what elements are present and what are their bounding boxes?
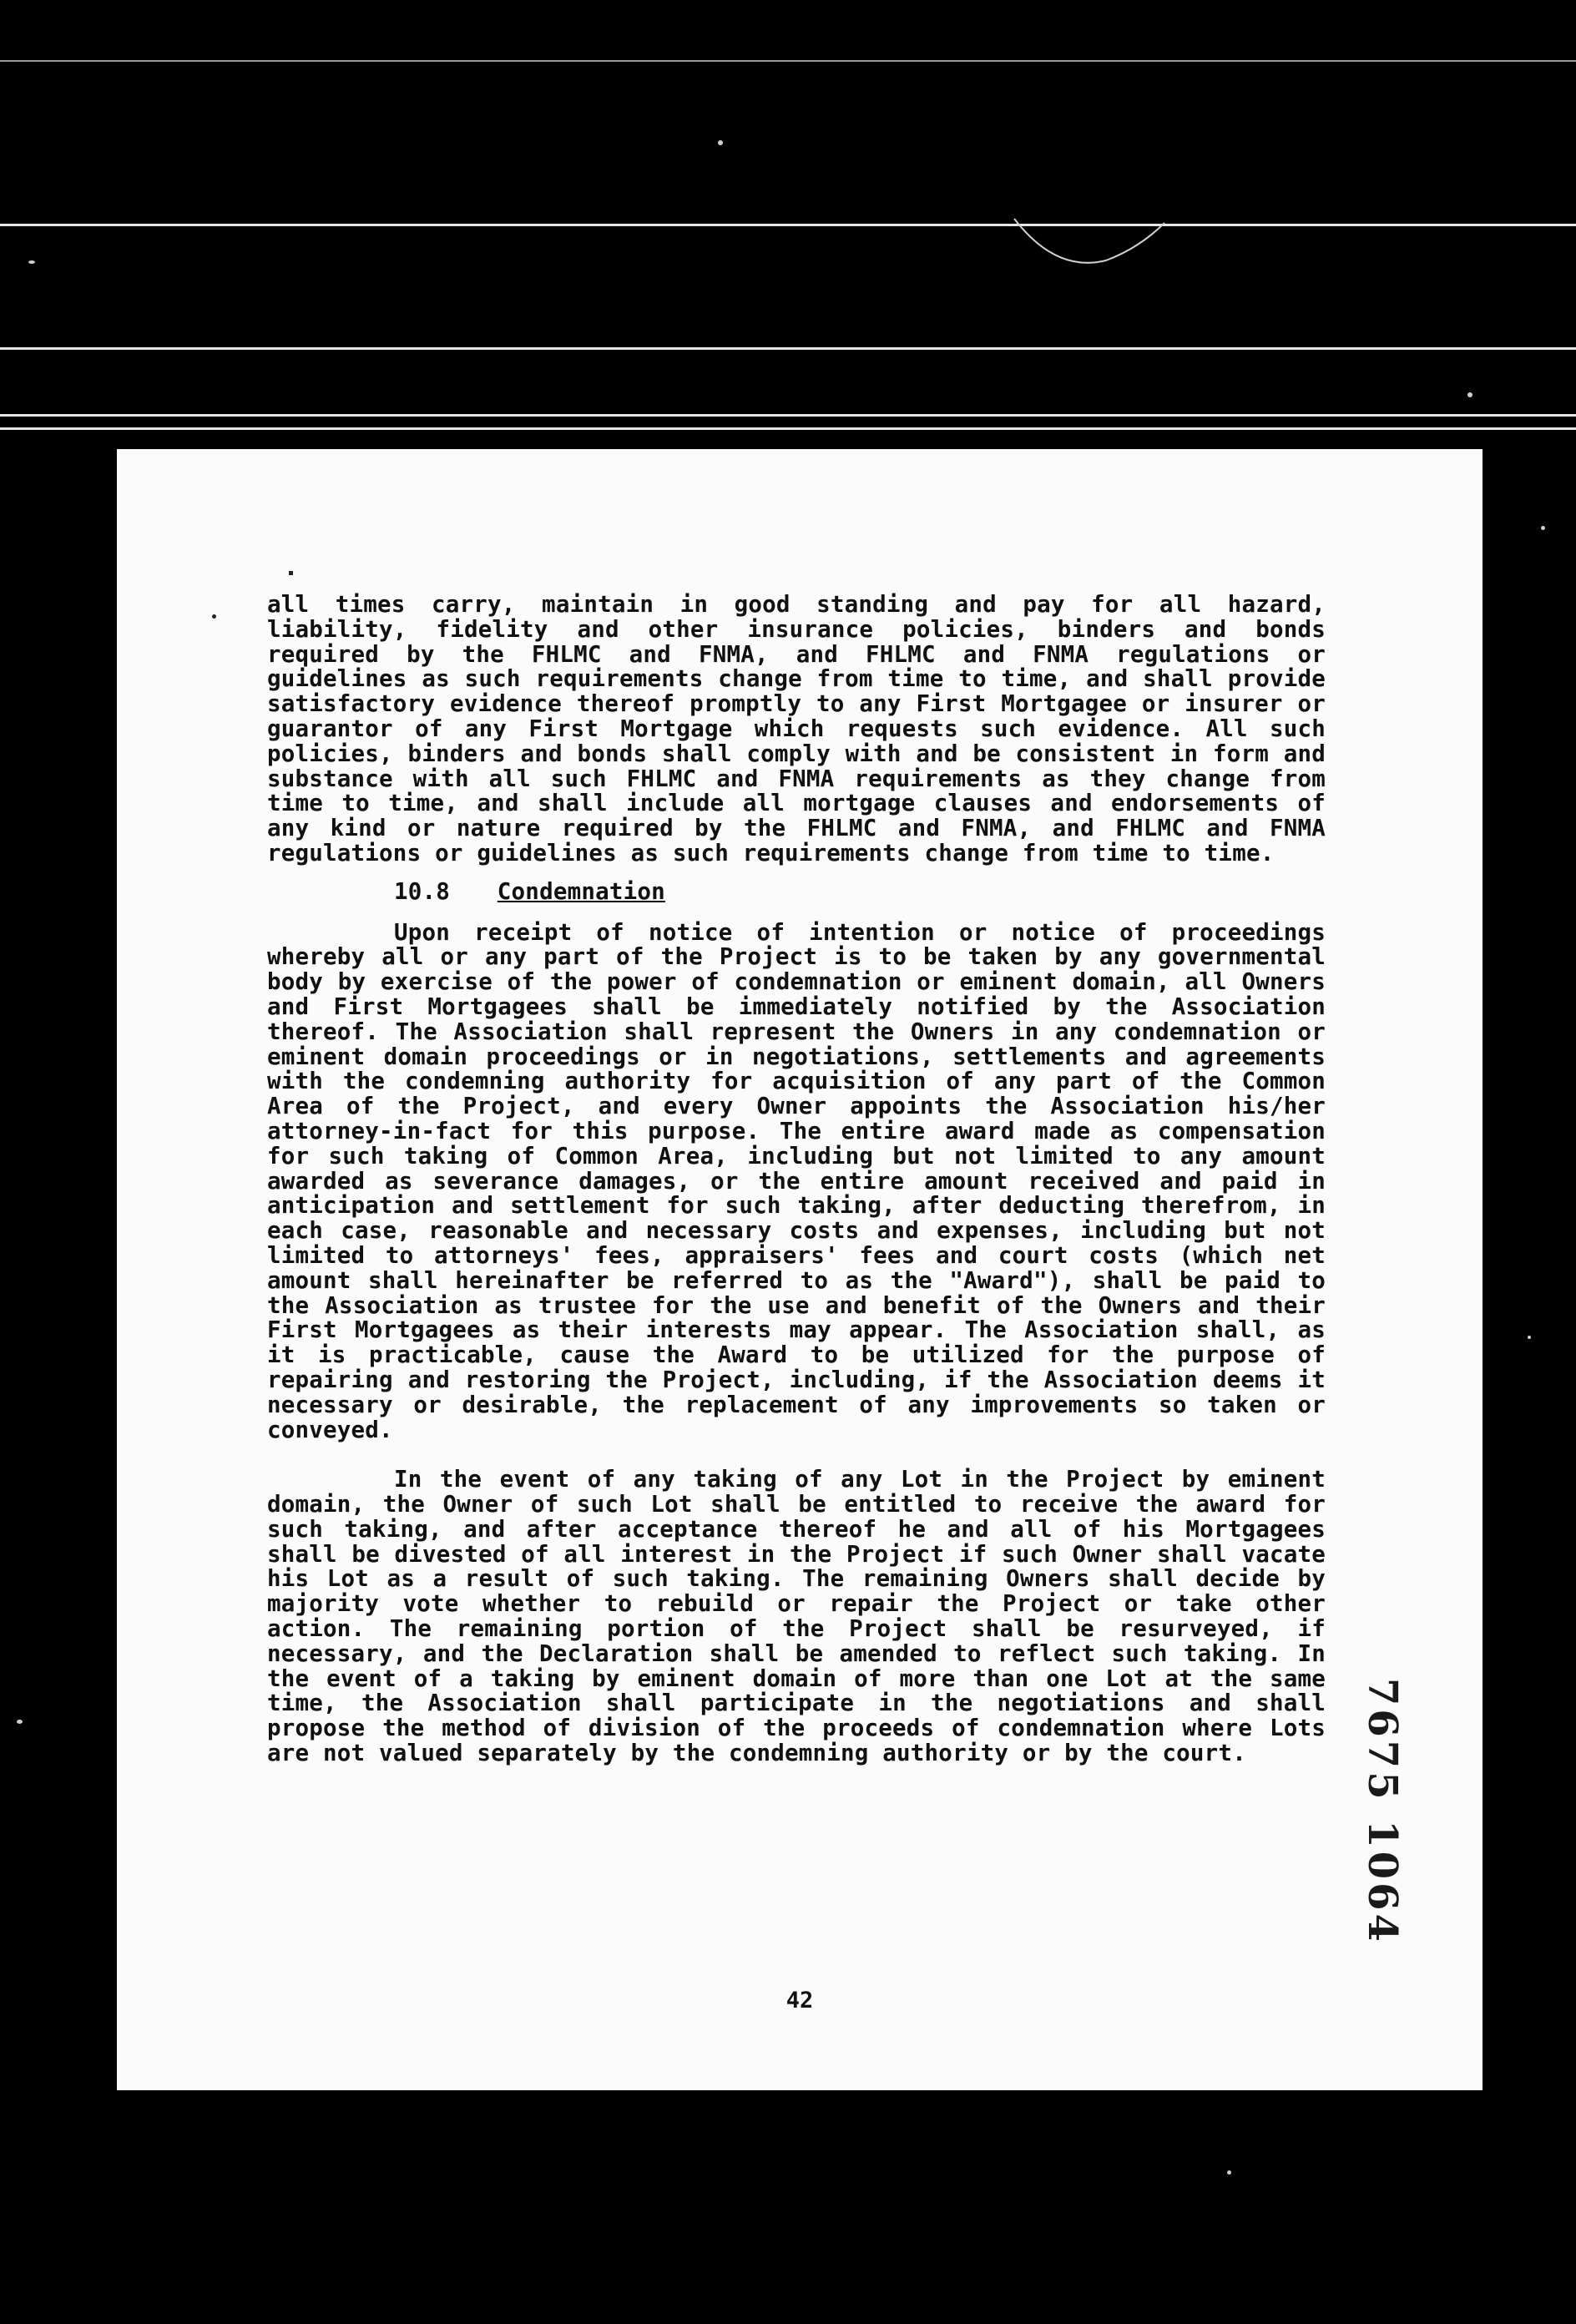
scan-rule-middle (0, 347, 1576, 350)
scan-rule-lower (0, 414, 1576, 417)
section-title: Condemnation (497, 877, 665, 905)
scan-rule-upper (0, 224, 1576, 226)
stray-mark (289, 571, 293, 575)
scan-speck (718, 140, 723, 145)
scan-speck (1541, 526, 1545, 530)
scan-rule-top (0, 60, 1576, 62)
page-body (267, 593, 1326, 1766)
scan-curve-artifact (1006, 210, 1173, 277)
document-page (117, 449, 1483, 2090)
paragraph-condemnation: Upon receipt of notice of intention or notice of proceedings whereby all or any part of the Project is to be taken by any governmental body by exercise of the power of condemnation or eminent domain, all Owners and First Mortgagees shall be immediately notified by the Association thereof. The Association shall represent the Owners in any condemnation or eminent domain proceedings or in negotiations, settlements and agreements with the condemning authority for acquisition of any part of the Common Area of the Project, and every Owner appoints the Association his/her attorney-in-fact for this purpose. The entire award made as compensation for such taking of Common Area, including but not limited to any amount awarded as severance damages, or the entire amount received and paid in anticipation and settlement for such taking, after deducting therefrom, in each case, reasonable and necessary costs and expenses, including but not limited to attorneys' fees, appraisers' fees and court costs (which net amount shall hereinafter be referred to as the "Award"), shall be paid to the Association as trustee for the use and benefit of the Owners and their First Mortgagees as their interests may appear. The Association shall, as it is practicable, cause the Award to be utilized for the purpose of repairing and restoring the Project, including, if the Association deems it necessary or desirable, the replacement of any improvements so taken or conveyed. (267, 918, 1326, 1443)
paragraph-insurance: all times carry, maintain in good standing and pay for all hazard, liability, fidelity and other insurance policies, binders and bonds required by the FHLMC and FNMA, and FHLMC and FNMA regulations or guidelines as such requirements change from time to time, and shall provide satisfactory evidence thereof promptly to any First Mortgagee or insurer or guarantor of any First Mortgage which requests such evidence. All such policies, binders and bonds shall comply with and be consistent in form and substance with all such FHLMC and FNMA requirements as they change from time to time, and shall include all mortgage clauses and endorsements of any kind or nature required by the FHLMC and FNMA, and FHLMC and FNMA regulations or guidelines as such requirements change from time to time. (267, 591, 1326, 866)
section-heading (394, 877, 1326, 905)
scan-speck (1467, 392, 1472, 397)
paragraph-lot-taking: In the event of any taking of any Lot in the Project by eminent domain, the Owner of such Lot shall be entitled to receive the award for such taking, and after acceptance thereof he and all of his Mortgagees shall be divested of all interest in the Project if such Owner shall vacate his Lot as a result of such taking. The remaining Owners shall decide by majority vote whether to rebuild or repair the Project or take other action. The remaining portion of the Project shall be resurveyed, if necessary, and the Declaration shall be amended to reflect such taking. In the event of a taking by eminent domain of more than one Lot at the same time, the Association shall participate in the negotiations and shall propose the method of division of the proceeds of condemnation where Lots are not valued separately by the condemning authority or by the court. (267, 1466, 1326, 1767)
scan-speck (1528, 1336, 1531, 1339)
scan-speck (28, 260, 35, 264)
page-number: 42 (785, 1988, 814, 2013)
scan-rule-edge (0, 427, 1576, 430)
scan-speck (1227, 2170, 1231, 2175)
recording-stamp: 7675 1064 (1359, 1678, 1406, 1945)
margin-dot (212, 614, 216, 619)
section-number: 10.8 (394, 877, 451, 905)
scan-speck (17, 1720, 23, 1724)
